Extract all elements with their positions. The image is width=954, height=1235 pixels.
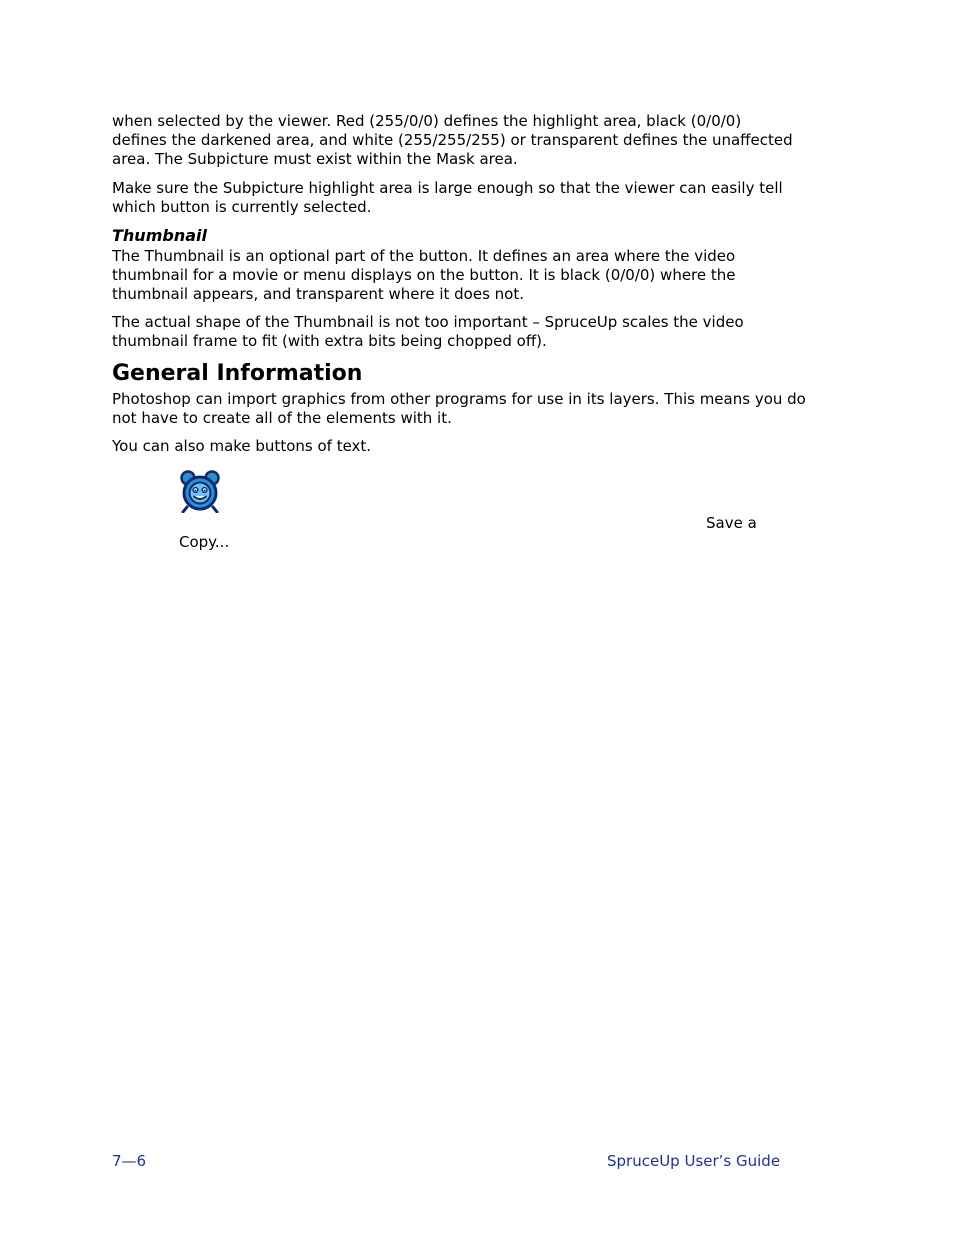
text-line: which button is currently selected. xyxy=(112,198,372,216)
text-line: You can also make buttons of text. xyxy=(112,437,372,455)
note-copy-text: Copy... xyxy=(179,533,230,551)
text-line: The actual shape of the Thumbnail is not too important – SpruceUp scales the video xyxy=(112,313,744,331)
thumbnail-heading: Thumbnail xyxy=(112,226,207,245)
text-line: thumbnail for a movie or menu displays on the button. It is black (0/0/0) where the xyxy=(112,266,736,284)
paragraph-photoshop-import xyxy=(112,390,842,428)
text-line: defines the darkened area, and white (255/255/255) or transparent defines the unaffected xyxy=(112,131,793,149)
note-save-text: Save a xyxy=(706,514,757,532)
paragraph-highlight-size xyxy=(112,179,842,217)
page-number: 7—6 xyxy=(112,1152,147,1170)
text-line: area. The Subpicture must exist within the Mask area. xyxy=(112,150,518,168)
text-line: thumbnail frame to fit (with extra bits being chopped off). xyxy=(112,332,547,350)
paragraph-text-buttons xyxy=(112,437,842,456)
paragraph-highlight-colors xyxy=(112,112,842,169)
guide-title: SpruceUp User’s Guide xyxy=(607,1152,781,1170)
text-line: not have to create all of the elements with it. xyxy=(112,409,452,427)
general-information-heading: General Information xyxy=(112,361,363,386)
text-line: The Thumbnail is an optional part of the button. It defines an area where the video xyxy=(112,247,736,265)
text-line: thumbnail appears, and transparent where it does not. xyxy=(112,285,524,303)
text-line: when selected by the viewer. Red (255/0/0) defines the highlight area, black (0/0/0) xyxy=(112,112,742,130)
paragraph-thumbnail-shape xyxy=(112,313,842,351)
text-line: Make sure the Subpicture highlight area is large enough so that the viewer can easily tell xyxy=(112,179,783,197)
alarm-clock-icon xyxy=(179,469,221,513)
text-line: Photoshop can import graphics from other programs for use in its layers. This means you do xyxy=(112,390,806,408)
paragraph-thumbnail-description xyxy=(112,247,842,304)
